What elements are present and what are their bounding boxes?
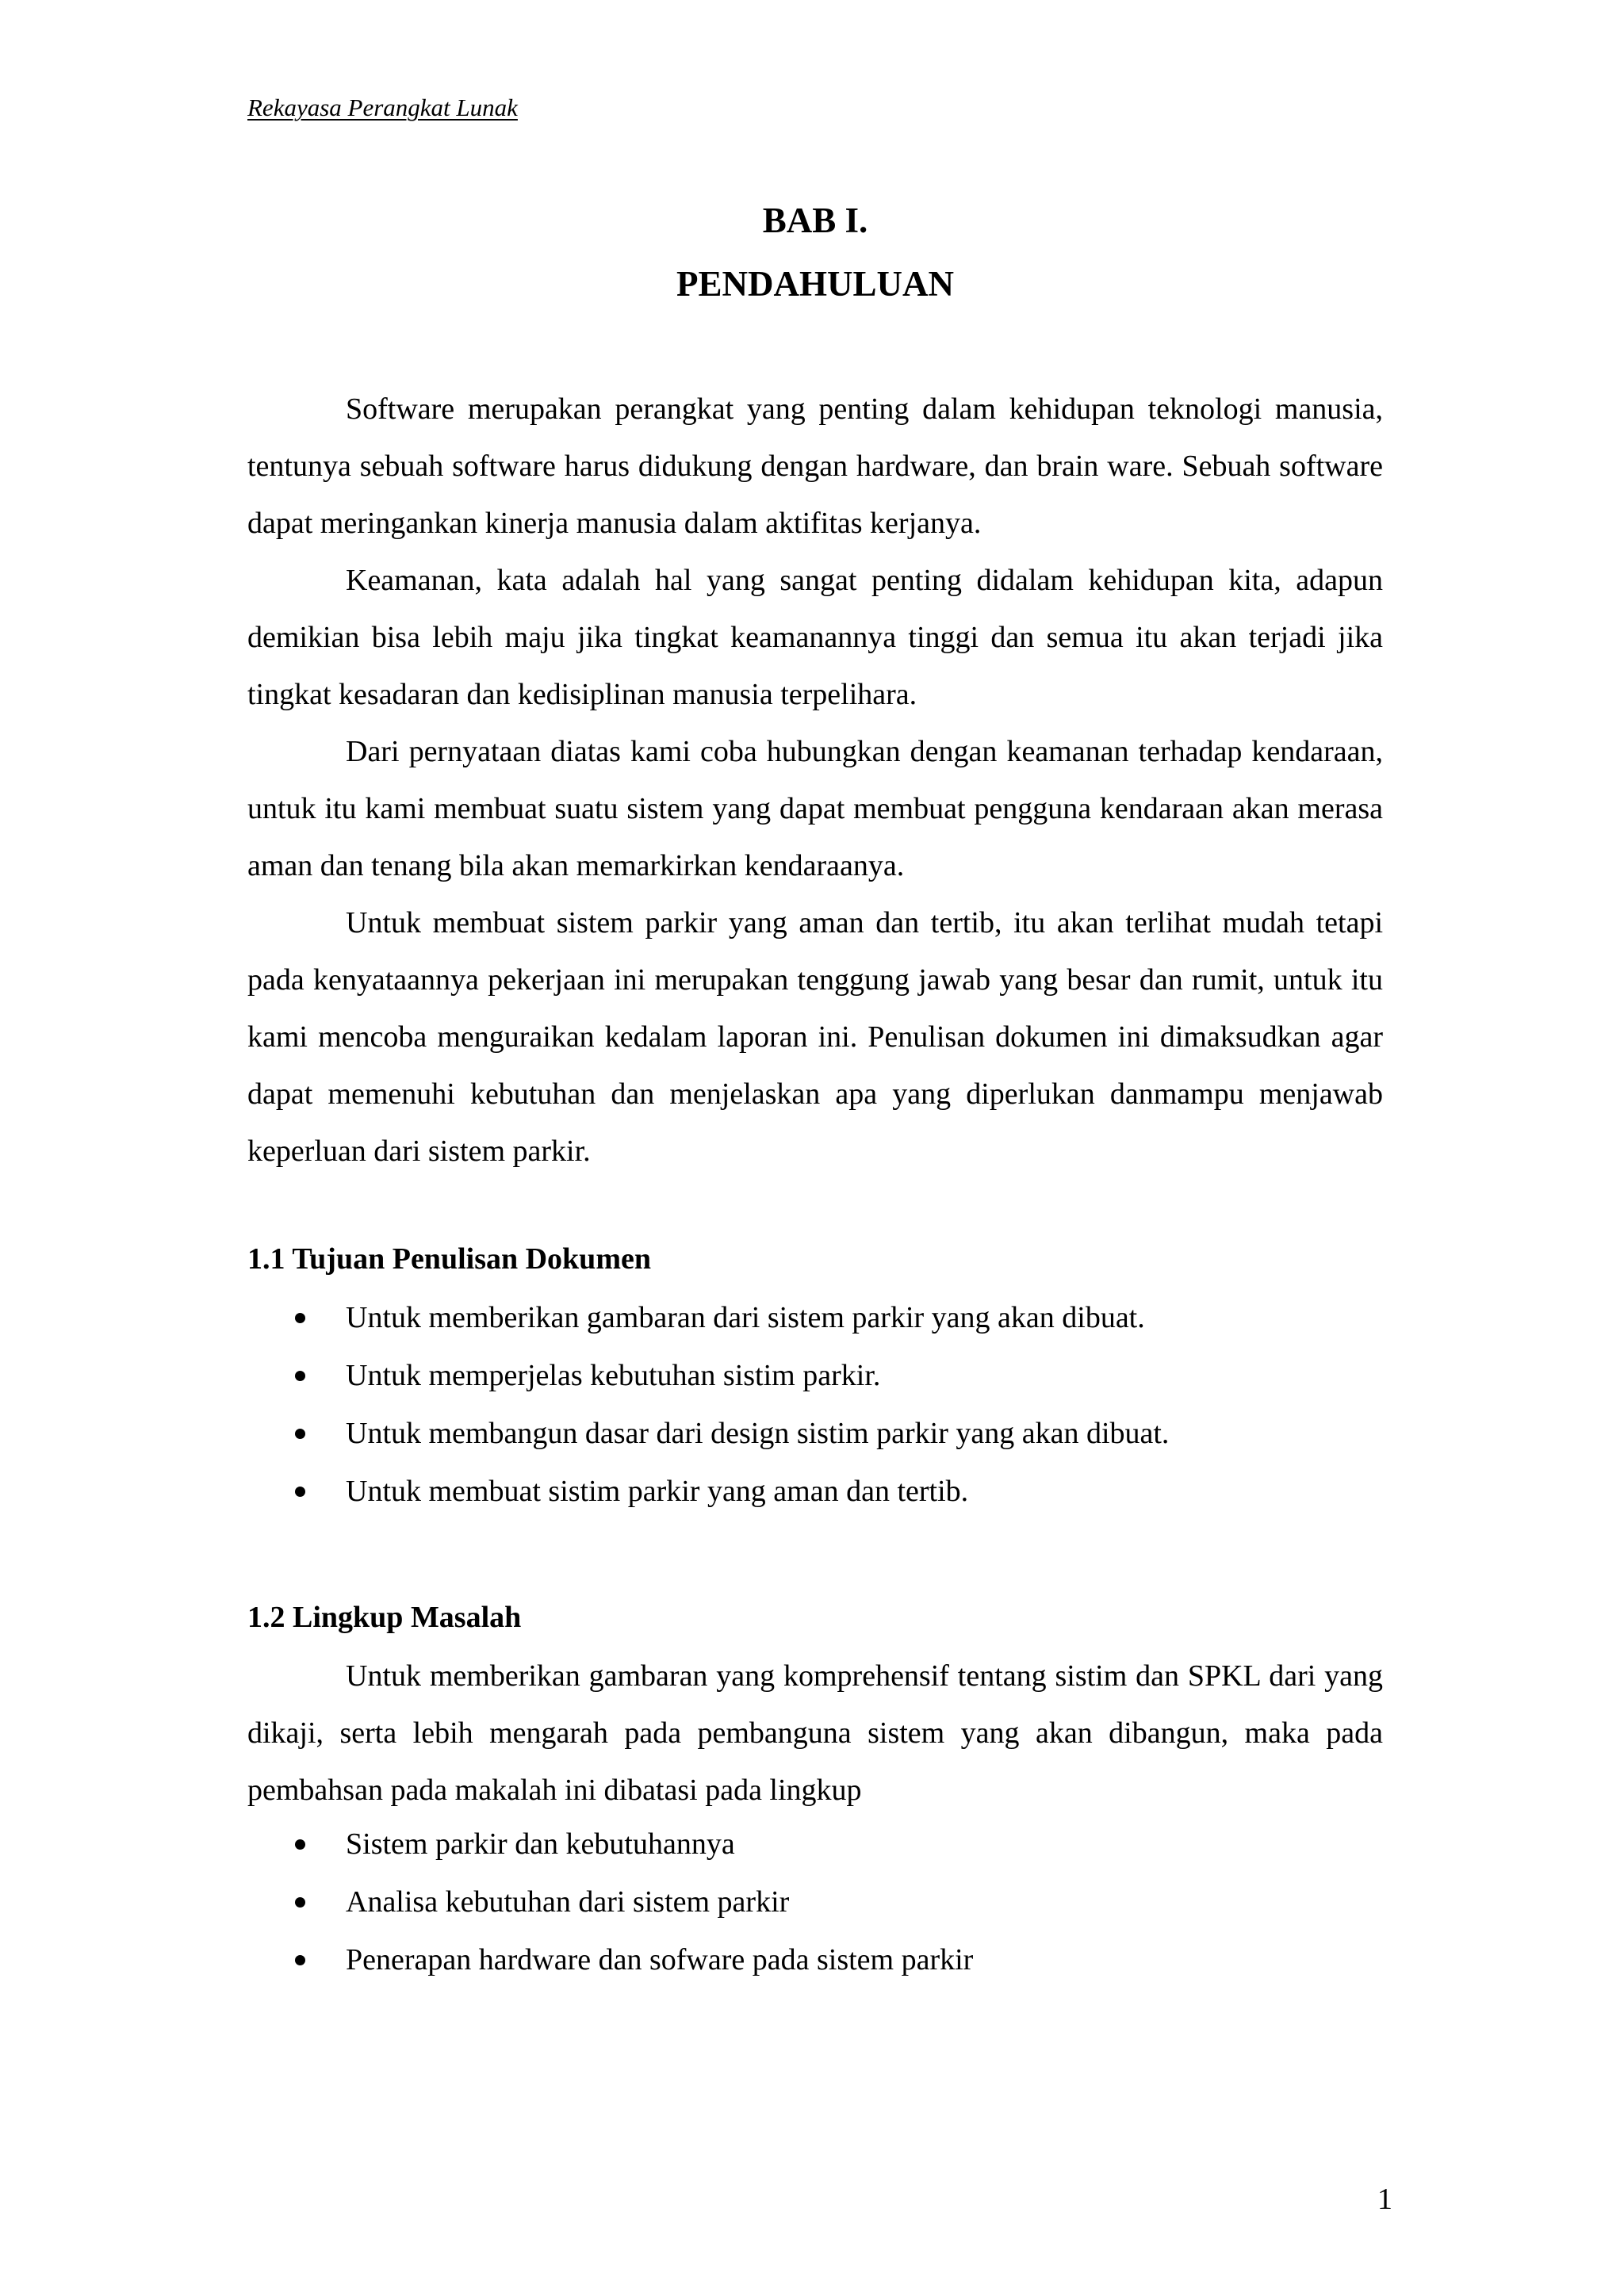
bullet-icon: [295, 1313, 305, 1323]
section-heading-lingkup: 1.2 Lingkup Masalah: [247, 1601, 522, 1634]
lingkup-list: [247, 1816, 1383, 1989]
bullet-icon: [295, 1371, 305, 1381]
intro-paragraph: Dari pernyataan diatas kami coba hubungkan dengan keamanan terhadap kendaraan, untuk itu kami membuat suatu sistem yang dapat membuat pengguna kendaraan akan merasa aman dan tenang bila akan memarkirkan kendaraanya.: [247, 735, 1383, 882]
list-item: [247, 1347, 1383, 1405]
list-item-text: Penerapan hardware dan sofware pada sistem parkir: [346, 1943, 974, 1976]
list-item: [247, 1873, 1383, 1931]
list-item-text: Analisa kebutuhan dari sistem parkir: [346, 1885, 790, 1919]
intro-paragraph: Untuk membuat sistem parkir yang aman dan tertib, itu akan terlihat mudah tetapi pada kenyataannya pekerjaan ini merupakan tenggung jawab yang besar dan rumit, untuk itu kami mencoba menguraikan kedalam laporan ini. Penulisan dokumen ini dimaksudkan agar dapat memenuhi kebutuhan dan menjelaskan apa yang diperlukan danmampu menjawab keperluan dari sistem parkir.: [247, 906, 1383, 1168]
bullet-icon: [295, 1955, 305, 1965]
bullet-icon: [295, 1839, 305, 1850]
list-item: [247, 1931, 1383, 1989]
page-number: 1: [1377, 2183, 1392, 2216]
lingkup-section: [247, 1647, 1383, 1819]
intro-paragraph: Software merupakan perangkat yang penting dalam kehidupan teknologi manusia, tentunya sebuah software harus didukung dengan hardware, dan brain ware. Sebuah software dapat meringankan kinerja manusia dalam aktifitas kerjanya.: [247, 392, 1383, 540]
chapter-title: PENDAHULUAN: [676, 264, 954, 304]
list-item-text: Untuk memperjelas kebutuhan sistim parkir.: [346, 1359, 881, 1392]
list-item: [247, 1405, 1383, 1463]
chapter-number: BAB I.: [762, 201, 868, 240]
list-item: [247, 1816, 1383, 1873]
list-item: [247, 1463, 1383, 1521]
list-item-text: Sistem parkir dan kebutuhannya: [346, 1827, 735, 1861]
intro-section: [247, 381, 1383, 1180]
bullet-icon: [295, 1897, 305, 1908]
bullet-icon: [295, 1429, 305, 1439]
list-item-text: Untuk membuat sistim parkir yang aman dan tertib.: [346, 1475, 969, 1508]
list-item-text: Untuk memberikan gambaran dari sistem parkir yang akan dibuat.: [346, 1301, 1145, 1334]
bullet-icon: [295, 1487, 305, 1497]
running-header: Rekayasa Perangkat Lunak: [247, 94, 518, 121]
lingkup-paragraph: Untuk memberikan gambaran yang komprehensif tentang sistim dan SPKL dari yang dikaji, serta lebih mengarah pada pembanguna sistem yang akan dibangun, maka pada pembahsan pada makalah ini dibatasi pada lingkup: [247, 1659, 1383, 1807]
list-item-text: Untuk membangun dasar dari design sistim parkir yang akan dibuat.: [346, 1417, 1170, 1450]
section-heading-tujuan: 1.1 Tujuan Penulisan Dokumen: [247, 1242, 651, 1276]
tujuan-list: [247, 1289, 1383, 1521]
list-item: [247, 1289, 1383, 1347]
intro-paragraph: Keamanan, kata adalah hal yang sangat penting didalam kehidupan kita, adapun demikian bisa lebih maju jika tingkat keamanannya tinggi dan semua itu akan terjadi jika tingkat kesadaran dan kedisiplinan manusia terpelihara.: [247, 564, 1383, 711]
